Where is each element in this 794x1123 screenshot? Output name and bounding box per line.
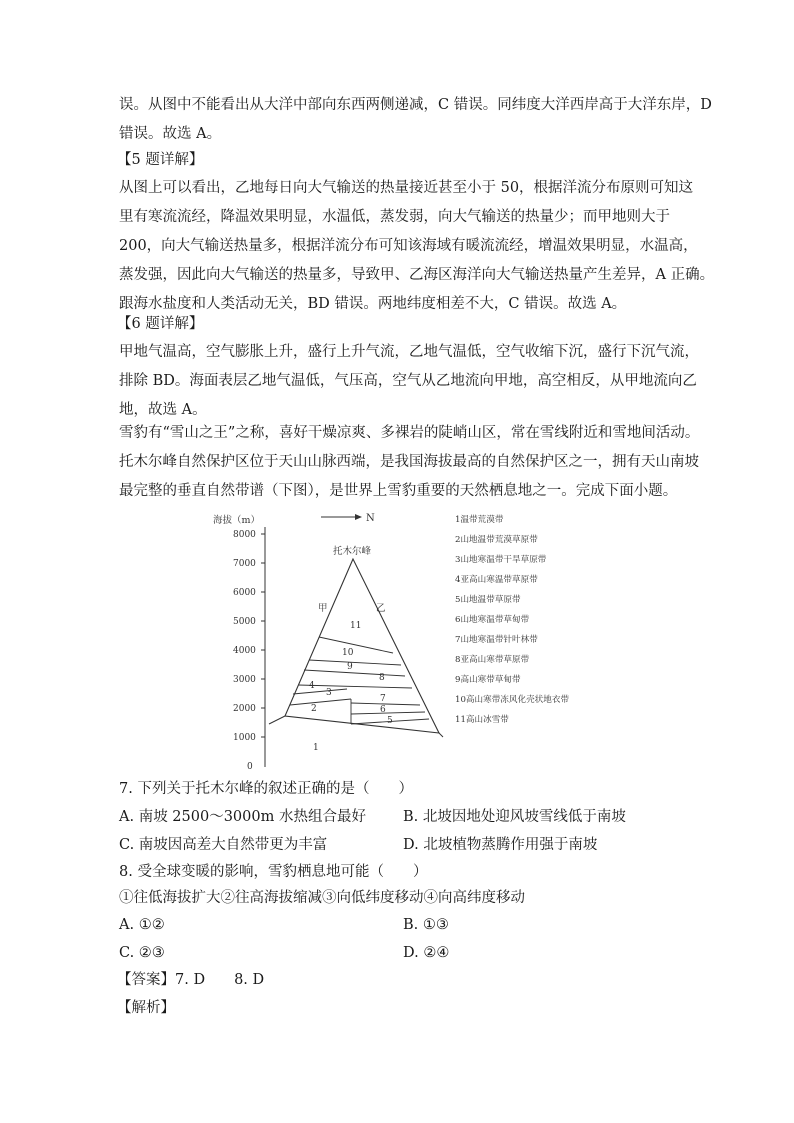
boundary-line (293, 689, 347, 694)
legend-item: 7山地寒温带针叶林带 (455, 635, 538, 645)
y-tick-label: 1000 (233, 733, 256, 743)
text-line: 甲地气温高，空气膨胀上升，盛行上升气流，乙地气温低，空气收缩下沉，盛行下沉气流， (119, 344, 699, 360)
y-tick-label: 7000 (233, 559, 256, 569)
text-line: 最完整的垂直自然带谱（下图），是世界上雪豹重要的天然栖息地之一。完成下面小题。 (119, 483, 678, 499)
boundary-line (304, 670, 405, 676)
question-8-statements: ①往低海拔扩大②往高海拔缩减③向低纬度移动④向高纬度移动 (119, 890, 525, 906)
legend-item: 1温带荒漠带 (455, 515, 504, 525)
top-paragraph (119, 91, 712, 149)
boundary-line (351, 712, 425, 714)
text-line: 地，故选 A。 (119, 402, 207, 418)
y-ticks (233, 530, 265, 772)
question-7-option-b: B. 北坡因地处迎风坡雪线低于南坡 (403, 809, 626, 825)
slope-label-jia: 甲 (318, 603, 328, 614)
legend-item: 5山地温带草原带 (455, 595, 521, 605)
y-axis-label: 海拔（m） (213, 515, 261, 526)
zone-number: 7 (380, 694, 386, 704)
zone-number: 8 (379, 673, 385, 683)
diagram-svg (205, 505, 570, 773)
ground-line-left (269, 716, 285, 724)
legend (455, 513, 569, 725)
y-tick-label: 5000 (233, 617, 256, 627)
question-7-option-c: C. 南坡因高差大自然带更为丰富 (119, 837, 328, 853)
text-line: 200，向大气输送热量多，根据洋流分布可知该海域有暖流流经，增温效果明显，水温高， (119, 238, 698, 254)
zone-number: 10 (342, 648, 354, 658)
legend-item: 10高山寒带冻风化壳状地衣带 (455, 695, 570, 705)
zone-number: 2 (311, 704, 317, 714)
y-tick-label: 8000 (233, 530, 256, 540)
zone-number: 5 (387, 716, 393, 726)
question-8-option-b: B. ①③ (403, 917, 449, 933)
legend-item: 3山地寒温带干旱草原带 (455, 555, 547, 565)
zone-number: 6 (380, 705, 386, 715)
zone-number: 3 (326, 688, 332, 698)
answer-line: 【答案】7. D 8. D (117, 972, 265, 988)
text-line: 误。从图中不能看出从大洋中部向东西两侧递减，C 错误。同纬度大洋西岸高于大洋东岸，D (119, 97, 712, 113)
legend-item: 4亚高山寒温带草原带 (455, 575, 538, 585)
zone-number: 9 (347, 662, 353, 672)
arrow-head-icon (355, 514, 362, 520)
zone-number: 11 (350, 621, 362, 631)
zone-number: 4 (309, 681, 315, 691)
y-tick-label: 0 (247, 762, 253, 772)
heading-q6-detail: 【6 题详解】 (117, 316, 204, 332)
peak-label: 托木尔峰 (333, 546, 372, 557)
boundary-line (319, 637, 393, 653)
boundary-line (309, 660, 401, 665)
north-label: N (366, 513, 375, 524)
legend-item: 9高山寒带草甸带 (455, 675, 521, 685)
legend-item: 2山地温带荒漠草原带 (455, 535, 538, 545)
text-line: 雪豹有“雪山之王”之称，喜好干燥凉爽、多裸岩的陡峭山区，常在雪线附近和雪地间活动。 (119, 425, 700, 441)
text-line: 从图上可以看出，乙地每日向大气输送的热量接近甚至小于 50，根据洋流分布原则可知这 (119, 180, 694, 196)
y-tick-label: 6000 (233, 588, 256, 598)
legend-item: 11高山冰雪带 (455, 715, 509, 725)
text-line: 蒸发强，因此向大气输送的热量多，导致甲、乙海区海洋向大气输送热量产生差异，A 正确。 (119, 267, 715, 283)
heading-q5-detail: 【5 题详解】 (117, 152, 204, 168)
text-line: 跟海水盐度和人类活动无关，BD 错误。两地纬度相差不大，C 错误。故选 A。 (119, 296, 627, 312)
boundary-line (290, 699, 351, 705)
y-tick-label: 3000 (233, 675, 256, 685)
text-line: 排除 BD。海面表层乙地气温低，气压高，空气从乙地流向甲地，高空相反，从甲地流向乙 (119, 373, 697, 389)
analysis-heading: 【解析】 (117, 1000, 175, 1016)
intro-paragraph (119, 419, 700, 506)
paragraph-q6 (119, 338, 699, 425)
question-8-option-d: D. ②④ (403, 945, 450, 961)
question-8-option-a: A. ①② (119, 917, 165, 933)
boundary-line (298, 685, 412, 688)
question-8-stem: 8. 受全球变暖的影响，雪豹栖息地可能（ ） (119, 864, 428, 880)
text-line: 错误。故选 A。 (119, 126, 222, 142)
slope-label-yi: 乙 (376, 603, 386, 614)
ground-line-right (439, 733, 443, 737)
question-7-stem: 7. 下列关于托木尔峰的叙述正确的是（ ） (119, 781, 413, 797)
text-line: 里有寒流流经，降温效果明显，水温低，蒸发弱，向大气输送的热量少；而甲地则大于 (119, 209, 670, 225)
vertical-zone-diagram (205, 505, 570, 773)
legend-item: 8亚高山寒带草原带 (455, 655, 530, 665)
question-7-option-d: D. 北坡植物蒸腾作用强于南坡 (403, 837, 598, 853)
question-7-option-a: A. 南坡 2500～3000m 水热组合最好 (119, 809, 366, 825)
question-8-option-c: C. ②③ (119, 945, 165, 961)
zone-number: 1 (313, 743, 319, 753)
y-tick-label: 2000 (233, 704, 256, 714)
legend-item: 6山地寒温带草甸带 (455, 615, 530, 625)
paragraph-q5 (119, 174, 715, 319)
y-tick-label: 4000 (233, 646, 256, 656)
text-line: 托木尔峰自然保护区位于天山山脉西端，是我国海拔最高的自然保护区之一，拥有天山南坡 (119, 454, 699, 470)
